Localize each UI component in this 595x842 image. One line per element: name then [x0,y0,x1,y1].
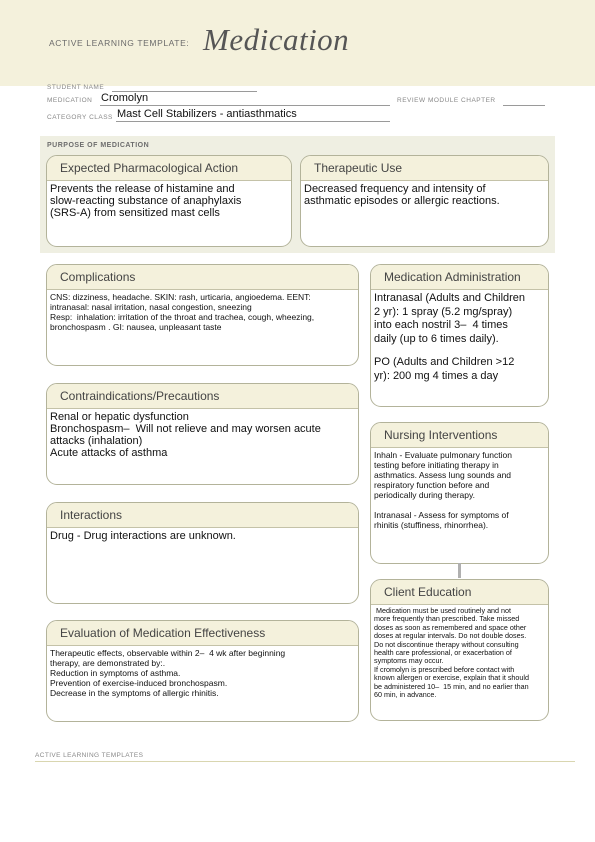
administration-box [370,264,549,407]
purpose-label: PURPOSE OF MEDICATION [47,142,150,149]
text-line: PO (Adults and Children >12 [374,356,515,368]
review-module-label: REVIEW MODULE CHAPTER [397,97,496,104]
footer-divider [35,761,575,762]
interactions-body[interactable] [47,528,358,544]
text-line: Decrease in the symptoms of allergic rhinitis. [50,688,219,698]
therapeutic-use-body[interactable] [301,181,548,209]
category-class-field[interactable] [116,121,390,122]
complications-body[interactable] [47,290,358,334]
complications-title: Complications [47,265,358,290]
text-line [374,346,545,356]
therapeutic-use-title: Therapeutic Use [301,156,548,181]
client-education-title: Client Education [371,580,548,605]
administration-title: Medication Administration [371,265,548,290]
footer-label: ACTIVE LEARNING TEMPLATES [35,752,144,759]
therapeutic-use-box [300,155,549,247]
text-line: doses as soon as remembered and space other [374,622,527,632]
text-line: 2 yr): 1 spray (5.2 mg/spray) [374,305,513,318]
text-line: therapy, are demonstrated by:. [50,658,166,668]
nursing-interventions-body[interactable] [371,448,548,532]
text-line: asthmatics. Assess lung sounds and [374,470,512,480]
client-education-box [370,579,549,721]
student-name-label: STUDENT NAME [47,84,105,91]
text-line: into each nostril 3– 4 times [374,319,508,331]
interactions-title: Interactions [47,503,358,528]
text-line: Prevents the release of histamine and [50,183,235,195]
text-line: Resp: inhalation: irritation of the throat and trachea, cough, wheezing, [50,312,315,322]
contraindications-box [46,383,359,485]
text-line: Inhaln - Evaluate pulmonary function [374,450,512,460]
text-line: doses at regular intervals. Do not double doses. [374,631,527,641]
text-line: health care professional, or exacerbation of [374,648,512,658]
category-class-value: Mast Cell Stabilizers - antiasthmatics [117,108,297,120]
text-line: yr): 200 mg 4 times a day [374,369,499,382]
text-line: attacks (inhalation) [50,435,143,447]
text-line: (SRS-A) from sensitized mast cells [50,207,220,219]
expected-action-title: Expected Pharmacological Action [47,156,291,181]
text-line: intranasal: nasal irritation, nasal congestion, sneezing [50,302,252,312]
connector-line [458,563,461,578]
text-line: respiratory function before and [374,480,490,490]
expected-action-body[interactable] [47,181,291,221]
text-line: Drug - Drug interactions are unknown. [50,530,236,542]
review-module-field[interactable] [503,105,545,106]
text-line: periodically during therapy. [374,490,475,500]
text-line: be administered 10– 15 min, and no earlier than [374,681,529,691]
medication-label: MEDICATION [47,97,93,104]
medication-value: Cromolyn [101,92,149,104]
nursing-interventions-box [370,422,549,564]
template-label: ACTIVE LEARNING TEMPLATE: [49,38,190,48]
text-line: asthmatic episodes or allergic reactions. [304,195,500,207]
evaluation-title: Evaluation of Medication Effectiveness [47,621,358,646]
text-line: daily (up to 6 times daily). [374,332,499,345]
text-line: bronchospasm . GI: nausea, unpleasant taste [50,322,222,332]
text-line: Acute attacks of asthma [50,447,168,459]
text-line: Reduction in symptoms of asthma. [50,668,181,678]
text-line: Medication must be used routinely and not [374,606,512,615]
nursing-interventions-title: Nursing Interventions [371,423,548,448]
contraindications-body[interactable] [47,409,358,461]
evaluation-body[interactable] [47,646,358,700]
text-line: more frequently than prescribed. Take missed [374,614,520,624]
text-line: Intranasal - Assess for symptoms of [374,510,509,520]
text-line: known allergen or exercise, explain that it should [374,673,530,683]
interactions-box [46,502,359,604]
text-line: Prevention of exercise-induced bronchospasm. [50,678,228,688]
category-class-label: CATEGORY CLASS [47,114,113,121]
text-line: Therapeutic effects, observable within 2– 4 wk after beginning [50,648,286,658]
text-line: Bronchospasm– Will not relieve and may worsen acute [50,423,321,435]
page-title: Medication [203,22,350,57]
complications-box [46,264,359,366]
text-line: CNS: dizziness, headache. SKIN: rash, urticaria, angioedema. EENT: [50,292,311,302]
text-line: Intranasal (Adults and Children [374,292,526,304]
text-line: If cromolyn is prescribed before contact with [374,664,515,674]
client-education-body[interactable] [371,605,548,701]
text-line [374,500,545,510]
evaluation-box [46,620,359,722]
administration-body[interactable] [371,290,548,385]
text-line: Do not discontinue therapy without consulting [374,639,519,649]
text-line: rhinitis (stuffiness, rhinorrhea). [374,520,489,530]
expected-action-box [46,155,292,247]
text-line: Decreased frequency and intensity of [304,183,486,195]
medication-field[interactable] [100,105,390,106]
text-line: Renal or hepatic dysfunction [50,411,189,423]
text-line: 60 min, in advance. [374,690,437,700]
text-line: testing before initiating therapy in [374,460,499,470]
text-line: symptoms may occur. [374,656,444,666]
text-line: slow-reacting substance of anaphylaxis [50,195,242,207]
contraindications-title: Contraindications/Precautions [47,384,358,409]
